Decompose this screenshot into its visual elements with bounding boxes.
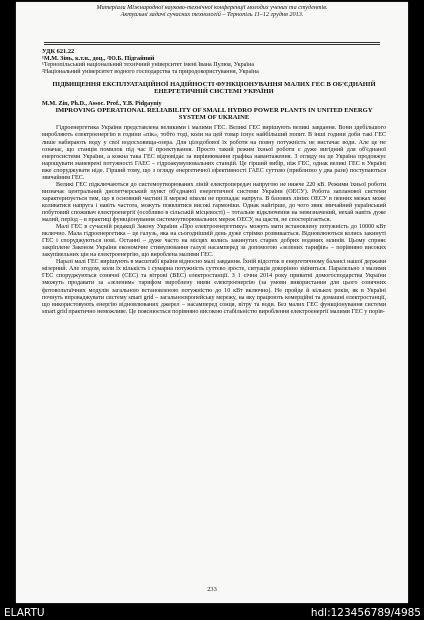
header-line-2: Актуальні задачі сучасних технологій – Тернопіль 11–12 грудня 2013.	[120, 11, 304, 19]
header-rule	[44, 42, 380, 43]
title-ua: ПІДВИЩЕННЯ ЕКСПЛУАТАЦІЙНОЇ НАДІЙНОСТІ ФУНКЦІОНУВАННЯ МАЛИХ ГЕС В ОБ'ЄДНАНІЙ ЕНЕРГЕТИЧНІЙ СИСТЕМІ УКРАЇНИ	[52, 81, 376, 96]
header-line-1: Матеріали Міжнародної науково-технічної конференції молодих учених та студентів.	[96, 4, 328, 11]
article-body	[42, 48, 386, 316]
paragraph-1: Гідроенергетика України представлена великими і малими ГЕС. Великі ГЕС вирішують великі завдання. Вони здебільшого виробляють електроенергію в години «пік», тобто тоді, коли на цей товар існує найбільший попит. В інші години доби такі ГЕС лише набирають воду у свої водосховища-озера. Для цілодобової їх роботи на повну потужність не вистачає води. Але це не означає, що станція помилок під час її проектування. Просто такий режим їхньої роботи є дуже вигідний для об'єднаної енергосистеми України, а кожна така ГЕС вiдповiдає за вирівнювання графікa навантаження. З огляду на це Україна продовжує нарощувати маневрені потужності ГАЕС – гідроакумулювальних станцій. Це гірший вибір, ніж ГЕС, однак великі ГЕС в Україні вже споруджувати ніде. Гірший тому, що з огляду енергетичної ефективності ГАЕС суттєво (приблизно у два рази) поступаються звичайним ГЕС.	[42, 125, 386, 181]
authors-en: M.M. Zin, Ph.D., Assoc. Prof., Y.B. Pidgayniy	[42, 99, 162, 107]
conference-header	[16, 2, 408, 19]
affiliation-1: ¹Тернопільський національний технічний університет імені Івана Пулюя, Україна	[42, 62, 255, 69]
paragraph-3: Малі ГЕС в сучасній редакції Закону України «Про електроенергетику» можуть мати встановлену потужність до 10000 кВт включно. Мала гідроенергетика – це галузь, яка на сьогоднішній день дуже стрімко розвивається. Відновлюються колись закинуті ГЕС і споруджуються нові. Останні – дуже часто на місцях колись закинутих старих добрих водяних млинів. Цьому сприяє закріплене Законом України економічне стимулювання галузі насамперед за допомогою «зелених тарифів» – порівняно високих закупівельних цін на електроенергію, що вироблена малими ГЕС.	[42, 224, 386, 259]
paragraph-4: Наразі малі ГЕС вирішують в масштабі країни відносно малі завдання. Їхній відсоток в енергетичному балансі нашої держави мізерний. Але згодом, коли їх кількість і сумарна потужність суттєво зросте, ситуація докорінно зміниться. Паралельно з малими ГЕС споруджуються сонячні (СЕС) та вітрові (ВЕС) електростанції. З 1 січня 2014 року приватні домогосподарства України зможуть продавати за «зеленим» тарифом вироблену ними електроенергію (за умови використання для цього сонячних фотовольтаїчних модулів загальною встановленою потужністю до 10 кВт включно). Не пройде й кількох років, як в Україні почнуть впроваджувати систему smart grid – загальноєвропейську мережу, на яку працюють комерційні та домашні електростанції, що використовують енергію відновлюваних джерел – насамперед сонця, вітру та води. Без малих ГЕС функціонування системи smart grid практично неможливе. Це пояснюється порівняно високою стабільністю вироблення електроенергії малими ГЕС у порів-	[42, 259, 386, 315]
title-en: IMPROVING OPERATIONAL RELIABILITY OF SMALL HYDRO POWER PLANTS IN UNITED ENERGY SYSTEM OF UKRAINE	[55, 106, 373, 122]
repository-name: ELARTU	[4, 607, 45, 619]
header-rule-thin	[44, 44, 380, 45]
affiliation-2: ²Національний університет водного господарства та природокористування, Україна	[42, 69, 259, 76]
paragraph-2: Великі ГЕС підключаються до системоутворюваних ліній електропередач напругою не нижче 220 кВ. Режими їхньої роботи визначає центральний диспетчерський пункт об'єднаної енергетичної системи України (ОЕСУ). Робота запланової системи характеризується тим, що в основний частині її мережі ніколи не пропадає напруга. В базових лініях ОЕСУ в певних межах може коливатися напруга і навіть частота, можуть появлятися високі гармоніки. Однак найгірше, до чого звик звичайний український побутовий споживач електроенергії (особливо в сільській місцевості) – тотальне відключення на невизначений, нехай навіть дуже малий, період – в практиці функціонування системоутворювальних мереж ОЕСУ, на щастя, не спостерігається.	[42, 181, 386, 224]
authors-ua: ¹М.М. Зінь, к.т.н., доц., ²Ю.Б. Підгайний	[42, 55, 155, 63]
udk-code: УДК 621.22	[42, 48, 75, 55]
paper-page	[16, 2, 408, 603]
repository-footer	[0, 604, 424, 620]
handle-id: hdl:123456789/4985	[310, 607, 421, 619]
page-number: 233	[207, 586, 217, 593]
